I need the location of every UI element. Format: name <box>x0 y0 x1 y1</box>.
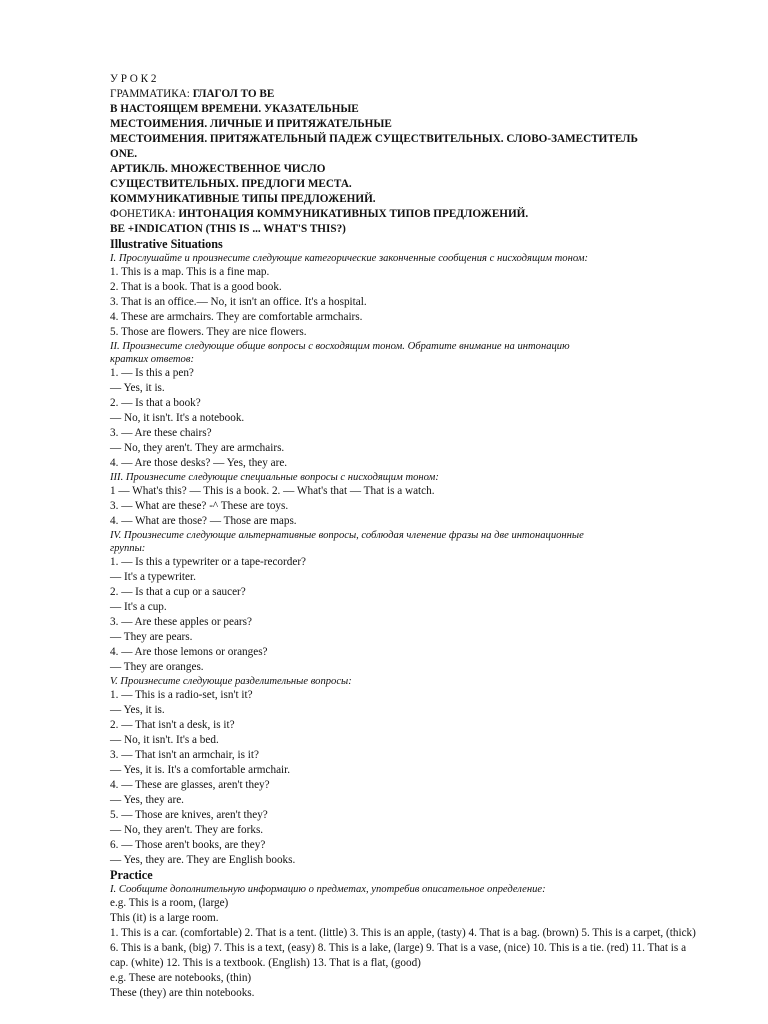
grammar-line: СУЩЕСТВИТЕЛЬНЫХ. ПРЕДЛОГИ МЕСТА. <box>110 178 352 190</box>
phonetics-line <box>110 207 706 222</box>
exercise-line: — No, they aren't. They are armchairs. <box>110 442 285 454</box>
exercise-items: 1. This is a car. (comfortable) 2. That is a tent. (little) 3. This is an apple, (tasty) 4. That is a bag. (brown) 5. This is a carpet, (thick) 6. This is a bank, (big) 7. This is a text, (easy) 8. This is a lake, (large) 9. That is a vase, (nice) 10. This is a tie. (red) 11. That is a cap. (white) 12. This is a textbook. (English) 13. That is a flat, (good) <box>110 927 696 969</box>
grammar-line: МЕСТОИМЕНИЯ. ЛИЧНЫЕ И ПРИТЯЖАТЕЛЬНЫЕ <box>110 118 392 130</box>
exercise-line: — It's a typewriter. <box>110 571 196 583</box>
exercise-line: 2. That is a book. That is a good book. <box>110 281 282 293</box>
exercise-line: 1. — Is this a pen? <box>110 367 194 379</box>
exercise-line: 1 — What's this? — This is a book. 2. — What's that — That is a watch. <box>110 485 435 497</box>
grammar-label: ГРАММАТИКА: <box>110 88 193 100</box>
exercise-instruction: III. Произнесите следующие специальные вопросы с нисходящим тоном: <box>110 472 439 483</box>
phonetics-label: ФОНЕТИКА: <box>110 208 179 220</box>
exercise-instruction: кратких ответов: <box>110 354 194 365</box>
exercise-line: 3. — What are these? -^ These are toys. <box>110 500 289 512</box>
exercise-line: 4. These are armchairs. They are comfortable armchairs. <box>110 311 363 323</box>
exercise-line: — They are oranges. <box>110 661 204 673</box>
exercise-line: 3. That is an office.— No, it isn't an office. It's a hospital. <box>110 296 367 308</box>
grammar-line: ONE. <box>110 148 138 160</box>
example-line: These (they) are thin notebooks. <box>110 987 255 999</box>
exercise-line: 5. — Those are knives, aren't they? <box>110 809 268 821</box>
exercise-line: 1. — Is this a typewriter or a tape-recorder? <box>110 556 307 568</box>
exercise-line: — They are pears. <box>110 631 193 643</box>
example-line: e.g. This is a room, (large) <box>110 897 229 909</box>
exercise-line: 3. — Are these apples or pears? <box>110 616 252 628</box>
phonetics-topic: ИНТОНАЦИЯ КОММУНИКАТИВНЫХ ТИПОВ ПРЕДЛОЖЕНИЙ. <box>178 208 529 220</box>
exercise-line: 4. — Are those desks? — Yes, they are. <box>110 457 288 469</box>
grammar-line: В НАСТОЯЩЕМ ВРЕМЕНИ. УКАЗАТЕЛЬНЫЕ <box>110 103 359 115</box>
exercise-line: 2. — That isn't a desk, is it? <box>110 719 235 731</box>
exercise-line: — Yes, they are. They are English books. <box>110 854 296 866</box>
exercise-line: — No, it isn't. It's a bed. <box>110 734 219 746</box>
exercise-line: 2. — Is that a book? <box>110 397 201 409</box>
exercise-instruction: IV. Произнесите следующие альтернативные вопросы, соблюдая членение фразы на две интонационные <box>110 530 584 541</box>
practice-heading: Practice <box>110 868 153 882</box>
exercise-line: 3. — Are these chairs? <box>110 427 212 439</box>
exercise-instruction: II. Произнесите следующие общие вопросы с восходящим тоном. Обратите внимание на интонацию <box>110 341 570 352</box>
grammar-line: КОММУНИКАТИВНЫЕ ТИПЫ ПРЕДЛОЖЕНИЙ. <box>110 193 376 205</box>
exercise-line: 4. — These are glasses, aren't they? <box>110 779 270 791</box>
exercise-instruction: I. Сообщите дополнительную информацию о предметах, употребив описательное определение: <box>110 884 546 895</box>
example-line: e.g. These are notebooks, (thin) <box>110 972 252 984</box>
exercise-line: 1. This is a map. This is a fine map. <box>110 266 270 278</box>
exercise-line: 1. — This is a radio-set, isn't it? <box>110 689 253 701</box>
example-line: This (it) is a large room. <box>110 912 219 924</box>
exercise-instruction: V. Произнесите следующие разделительные вопросы: <box>110 676 352 687</box>
exercise-line: 5. Those are flowers. They are nice flowers. <box>110 326 307 338</box>
document-page <box>110 72 706 1001</box>
exercise-line: 4. — What are those? — Those are maps. <box>110 515 297 527</box>
grammar-topic: ГЛАГОЛ TO BE <box>192 88 275 100</box>
exercise-line: — Yes, it is. <box>110 382 165 394</box>
exercise-instruction: I. Прослушайте и произнесите следующие категорические законченные сообщения с нисходящим тоном: <box>110 253 589 264</box>
exercise-line: 4. — Are those lemons or oranges? <box>110 646 268 658</box>
exercise-line: — It's a cup. <box>110 601 167 613</box>
exercise-line: — Yes, they are. <box>110 794 184 806</box>
exercise-instruction: группы: <box>110 543 146 554</box>
exercise-line: 3. — That isn't an armchair, is it? <box>110 749 259 761</box>
exercise-line: 6. — Those aren't books, are they? <box>110 839 266 851</box>
lesson-title: У Р О К 2 <box>110 73 157 85</box>
exercise-line: 2. — Is that a cup or a saucer? <box>110 586 246 598</box>
exercise-line: — No, they aren't. They are forks. <box>110 824 264 836</box>
grammar-line <box>110 87 706 102</box>
exercise-line: — Yes, it is. <box>110 704 165 716</box>
grammar-line: МЕСТОИМЕНИЯ. ПРИТЯЖАТЕЛЬНЫЙ ПАДЕЖ СУЩЕСТВИТЕЛЬНЫХ. СЛОВО-ЗАМЕСТИТЕЛЬ <box>110 133 638 145</box>
grammar-line: АРТИКЛЬ. МНОЖЕСТВЕННОЕ ЧИСЛО <box>110 163 326 175</box>
illustrative-heading: Illustrative Situations <box>110 237 223 251</box>
exercise-line: — Yes, it is. It's a comfortable armchair. <box>110 764 291 776</box>
exercise-line: — No, it isn't. It's a notebook. <box>110 412 245 424</box>
be-indication: BE +INDICATION (THIS IS ... WHAT'S THIS?) <box>110 223 346 235</box>
